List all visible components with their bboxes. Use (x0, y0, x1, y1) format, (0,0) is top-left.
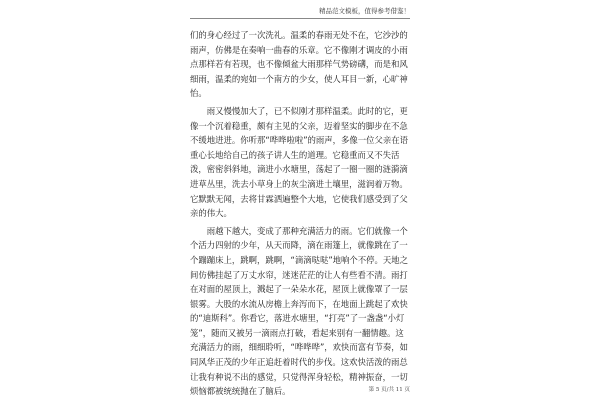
page-number: 第 5 页/共 11 页 (368, 387, 410, 393)
paragraph-2: 雨又慢慢加大了，已不似刚才那样温柔。此时的它，更像一个沉着稳重，颇有主见的父亲，迈着坚实的脚步在不急不缓地进进。你听那“哗哗啦啦”的雨声，多像一位父亲在语重心长地给自己的孩子讲人生的道理。它稳重而又不失活泼，密密斜斜地，滴进小水塘里，荡起了一圈一圈的涟漪滴进草丛里，洗去小草身上的灰尘滴进土壤里，滋润着万物。它默默无闻，去将甘霖洒遍整个大地，它使我们感受到了父亲的伟大。 (190, 105, 409, 219)
document-body (190, 28, 410, 400)
paragraph-1: 们的身心经过了一次洗礼。温柔的春雨无处不在，它沙沙的雨声，仿佛是在奏响一曲春的乐章。它不像刚才调皮的小雨点那样若有若现，也不像倾盆大雨那样气势磅礴，而是和风细雨，温柔的宛如一个南方的少女，使人耳目一新，心旷神怡。 (190, 30, 408, 99)
header-divider (190, 18, 410, 19)
paragraph-3: 雨越下越大，变成了那种充满活力的雨。它们就像一个个活力四射的少年，从天而降，滴在雨篷上，就像跳在了一个蹦蹦床上，跳啊，跳啊，“滴滴哒哒”地响个不停。天地之间仿佛挂起了万丈水帘，迷迷茫茫的让人有些看不清。雨打在对面的屋顶上，溅起了一朵朵水花，屋顶上就像罩了一层银雾。大股的水流从房檐上奔泻而下，在地面上跳起了欢快的“迪斯科”。你看它，落进水塘里，“打亮”了一盏盏“小灯笼”，随而又被另一滴雨点打破，看起来别有一翻情趣。这充满活力的雨，细细聆听，“哗哗哗”，欢快而富有节奏，如同风华正茂的少年正追赶着时代的步伐。这欢快活泼的雨总让我有种说不出的感觉，只觉得浑身轻松，精神振奋，一切烦恼都被统统抛在了脑后。 (190, 225, 409, 397)
header-label: 精品范文模板，值得参考借鉴！ (319, 7, 410, 15)
